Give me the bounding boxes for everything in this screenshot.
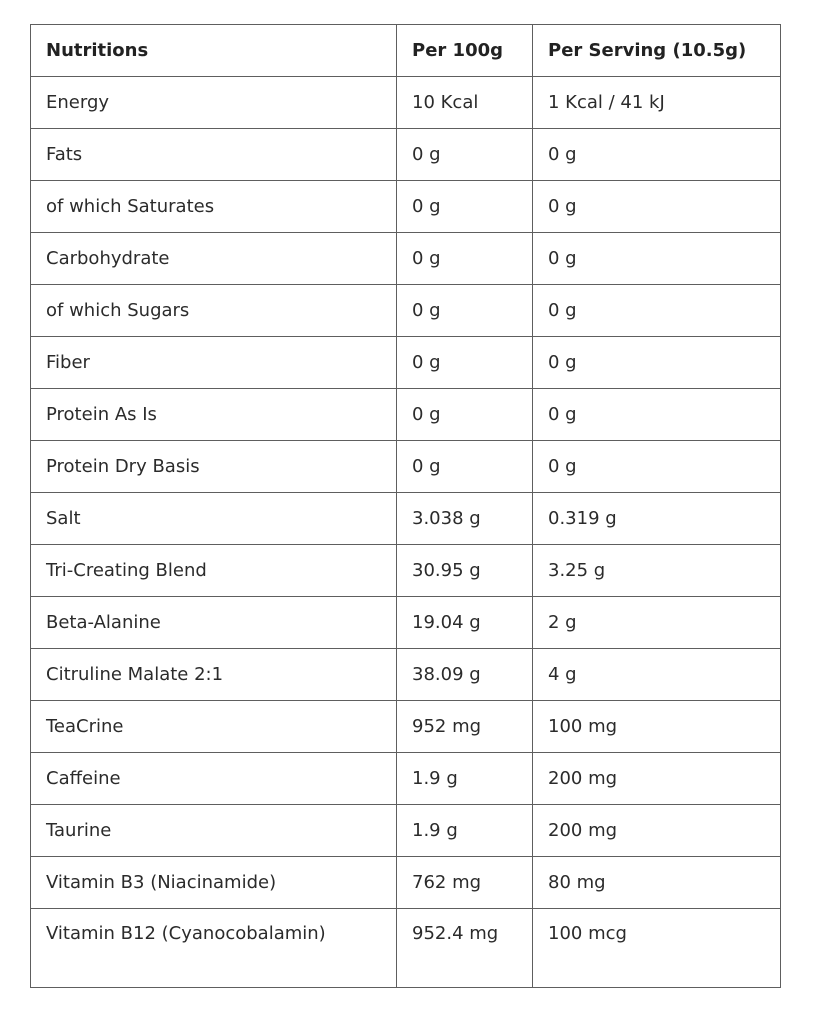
table-row — [31, 233, 781, 285]
per-100g-value: 0 g — [397, 285, 533, 337]
nutrient-name: Citruline Malate 2:1 — [31, 649, 397, 701]
nutrient-name: Protein As Is — [31, 389, 397, 441]
table-row — [31, 753, 781, 805]
per-serving-value: 4 g — [533, 649, 781, 701]
header-per-serving: Per Serving (10.5g) — [533, 25, 781, 77]
per-serving-value: 0 g — [533, 441, 781, 493]
nutrient-name: of which Saturates — [31, 181, 397, 233]
per-serving-value: 0 g — [533, 233, 781, 285]
per-100g-value: 1.9 g — [397, 805, 533, 857]
per-100g-value: 952 mg — [397, 701, 533, 753]
table-row — [31, 701, 781, 753]
table-header — [31, 25, 781, 77]
table-row — [31, 441, 781, 493]
table-row — [31, 857, 781, 909]
per-serving-value: 0 g — [533, 337, 781, 389]
per-100g-value: 762 mg — [397, 857, 533, 909]
per-serving-value: 100 mg — [533, 701, 781, 753]
nutrient-name: of which Sugars — [31, 285, 397, 337]
table-row — [31, 597, 781, 649]
per-serving-value: 200 mg — [533, 805, 781, 857]
nutrient-name: Vitamin B12 (Cyanocobalamin) — [31, 909, 397, 988]
per-serving-value: 0 g — [533, 129, 781, 181]
table-row — [31, 493, 781, 545]
per-serving-value: 0 g — [533, 389, 781, 441]
table-row — [31, 909, 781, 988]
table-row — [31, 649, 781, 701]
table-row — [31, 805, 781, 857]
header-nutrient: Nutritions — [31, 25, 397, 77]
nutrient-name: Carbohydrate — [31, 233, 397, 285]
table-body — [31, 77, 781, 988]
per-serving-value: 0 g — [533, 285, 781, 337]
nutrient-name: Energy — [31, 77, 397, 129]
per-100g-value: 19.04 g — [397, 597, 533, 649]
table-row — [31, 389, 781, 441]
table-row — [31, 285, 781, 337]
nutrient-name: Salt — [31, 493, 397, 545]
nutrient-name: TeaCrine — [31, 701, 397, 753]
per-serving-value: 2 g — [533, 597, 781, 649]
per-serving-value: 0 g — [533, 181, 781, 233]
per-100g-value: 0 g — [397, 129, 533, 181]
per-serving-value: 0.319 g — [533, 493, 781, 545]
nutrient-name: Caffeine — [31, 753, 397, 805]
nutrient-name: Beta-Alanine — [31, 597, 397, 649]
nutrient-name: Fiber — [31, 337, 397, 389]
nutrient-name: Protein Dry Basis — [31, 441, 397, 493]
header-per-100g: Per 100g — [397, 25, 533, 77]
per-serving-value: 80 mg — [533, 857, 781, 909]
per-100g-value: 0 g — [397, 441, 533, 493]
per-100g-value: 952.4 mg — [397, 909, 533, 988]
per-100g-value: 0 g — [397, 389, 533, 441]
table-row — [31, 545, 781, 597]
per-100g-value: 0 g — [397, 337, 533, 389]
per-serving-value: 200 mg — [533, 753, 781, 805]
per-100g-value: 38.09 g — [397, 649, 533, 701]
nutrient-name: Taurine — [31, 805, 397, 857]
per-serving-value: 3.25 g — [533, 545, 781, 597]
nutrient-name: Vitamin B3 (Niacinamide) — [31, 857, 397, 909]
per-100g-value: 0 g — [397, 233, 533, 285]
per-serving-value: 1 Kcal / 41 kJ — [533, 77, 781, 129]
table-row — [31, 129, 781, 181]
table-row — [31, 337, 781, 389]
per-100g-value: 0 g — [397, 181, 533, 233]
per-100g-value: 10 Kcal — [397, 77, 533, 129]
per-100g-value: 1.9 g — [397, 753, 533, 805]
table-row — [31, 181, 781, 233]
per-serving-value: 100 mcg — [533, 909, 781, 988]
table-row — [31, 77, 781, 129]
nutrient-name: Fats — [31, 129, 397, 181]
nutrition-table — [30, 24, 781, 988]
header-row — [31, 25, 781, 77]
per-100g-value: 3.038 g — [397, 493, 533, 545]
per-100g-value: 30.95 g — [397, 545, 533, 597]
nutrient-name: Tri-Creating Blend — [31, 545, 397, 597]
